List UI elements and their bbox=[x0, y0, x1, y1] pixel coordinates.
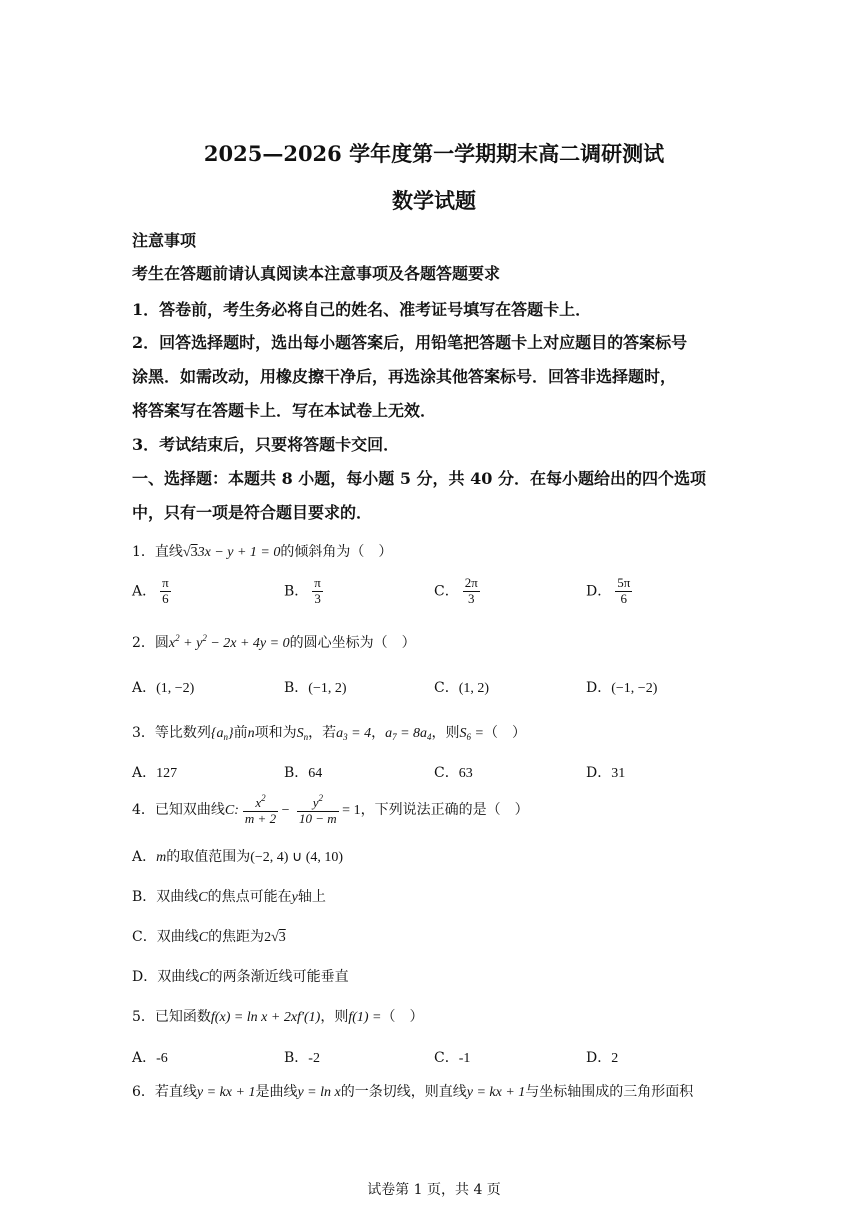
option-c[interactable] bbox=[434, 762, 473, 782]
question-text: 圆 bbox=[154, 635, 169, 651]
curve-equation: y = ln x bbox=[297, 1085, 341, 1100]
option-value: 63 bbox=[458, 766, 473, 781]
hyperbola-fraction-1: $\frac{x^2}{m + 2}$ bbox=[244, 793, 277, 826]
question-text: （ ） bbox=[381, 1009, 424, 1025]
line-equation: y = kx + 1 bbox=[196, 1085, 256, 1100]
question-text: 前 bbox=[233, 725, 248, 741]
section-heading-line-2: 中，只有一项是符合题目要求的． bbox=[132, 503, 373, 522]
option-value: (1, −2) bbox=[156, 681, 195, 696]
math-condition: $a_7 = 8a_4$ bbox=[385, 726, 432, 742]
option-label: B． bbox=[284, 765, 309, 781]
question-number: 1． bbox=[132, 544, 155, 560]
fraction-denominator: 6 bbox=[620, 590, 628, 606]
question-2 bbox=[132, 632, 416, 652]
notice-item-2-line-3: 将答案写在答题卡上．写在本试卷上无效． bbox=[132, 401, 437, 420]
fraction-numerator: 5π bbox=[617, 575, 631, 590]
option-text: C．双曲线 bbox=[132, 929, 199, 945]
sequence-symbol: $\{a_n\}$ bbox=[210, 726, 234, 742]
option-text: 的两条渐近线可能垂直 bbox=[208, 969, 349, 985]
math-var: C bbox=[198, 890, 208, 905]
question-text: 已知双曲线 bbox=[154, 801, 225, 818]
option-a[interactable] bbox=[132, 677, 194, 697]
notice-item-3: 3．考试结束后，只要将答题卡交回． bbox=[132, 435, 400, 454]
fraction-denominator: 3 bbox=[314, 590, 321, 606]
option-b[interactable] bbox=[132, 886, 326, 906]
fraction-numerator: π bbox=[314, 575, 321, 590]
math-var: $S_n$ bbox=[296, 726, 309, 742]
question-text: 若直线 bbox=[154, 1084, 197, 1100]
option-label: D． bbox=[586, 1050, 612, 1066]
option-a[interactable] bbox=[132, 846, 343, 866]
question-text: 的圆心坐标为（ ） bbox=[289, 635, 416, 651]
option-value: 2√3 bbox=[264, 930, 286, 945]
question-text: （ ） bbox=[484, 725, 526, 741]
option-text: 的取值范围为 bbox=[166, 849, 251, 865]
option-label: D． bbox=[586, 680, 612, 696]
option-value: (1, 2) bbox=[458, 681, 490, 696]
question-text: ，则 bbox=[320, 1009, 349, 1025]
question-text: 项和为 bbox=[254, 725, 297, 741]
option-value: -2 bbox=[308, 1051, 320, 1066]
option-label: B． bbox=[284, 583, 309, 600]
math-var: y bbox=[291, 890, 298, 905]
option-label: D． bbox=[586, 765, 612, 781]
option-label: A． bbox=[132, 1050, 157, 1066]
option-label: A． bbox=[132, 849, 157, 865]
option-value: (−1, 2) bbox=[308, 681, 347, 696]
math-var: m bbox=[156, 850, 167, 865]
option-d[interactable] bbox=[586, 762, 625, 782]
option-value: 31 bbox=[611, 766, 626, 781]
page-footer: 试卷第 1 页，共 4 页 bbox=[367, 1182, 501, 1198]
page-subtitle: 数学试题 bbox=[392, 188, 476, 213]
question-text: ，下列说法正确的是（ ） bbox=[360, 801, 529, 818]
question-text: ， bbox=[371, 725, 386, 741]
math-target: f(1) = bbox=[348, 1010, 382, 1025]
question-number: 5． bbox=[132, 1009, 155, 1025]
option-value: 127 bbox=[156, 766, 178, 781]
option-label: B． bbox=[284, 680, 309, 696]
page-title: 2025—2026 学年度第一学期期末高二调研测试 bbox=[203, 141, 665, 166]
question-number: 4． bbox=[132, 801, 155, 818]
notice-item-2-line-1: 2．回答选择题时，选出每小题答案后，用铅笔把答题卡上对应题目的答案标号 bbox=[132, 333, 688, 352]
option-text: 轴上 bbox=[297, 889, 326, 905]
question-text: ，若 bbox=[308, 725, 337, 741]
notice-item-2-line-2: 涂黑．如需改动，用橡皮擦干净后，再选涂其他答案标号．回答非选择题时， bbox=[132, 367, 677, 386]
sqrt-symbol: √3 bbox=[182, 545, 198, 560]
option-a[interactable] bbox=[132, 576, 171, 607]
option-label: A． bbox=[132, 583, 157, 600]
option-b[interactable] bbox=[284, 762, 322, 782]
question-text: 直线 bbox=[154, 544, 183, 560]
option-label: C． bbox=[434, 583, 459, 600]
question-3 bbox=[132, 722, 526, 742]
question-6 bbox=[132, 1081, 693, 1101]
option-label: D． bbox=[586, 583, 612, 600]
section-heading-line-1: 一、选择题：本题共 8 小题，每小题 5 分，共 40 分．在每小题给出的四个选项 bbox=[132, 469, 706, 488]
fraction-denominator: 6 bbox=[162, 590, 169, 606]
fraction-numerator: π bbox=[162, 575, 169, 590]
math-target: $S_6$ = bbox=[459, 726, 484, 742]
option-b[interactable] bbox=[284, 677, 347, 697]
option-a[interactable] bbox=[132, 762, 177, 782]
option-label: B． bbox=[284, 1050, 309, 1066]
question-text: 与坐标轴围成的三角形面积 bbox=[525, 1084, 694, 1100]
math-var: n bbox=[247, 726, 255, 741]
option-value: (−2, 4) ∪ (4, 10) bbox=[250, 850, 344, 865]
fraction-denominator: 3 bbox=[468, 590, 475, 606]
question-4: 4．已知双曲线C: $\frac{x^2}{m + 2}$ − $\frac{y^2}{10 - m}$ = 1，下列说法正确的是（ ） bbox=[132, 793, 529, 826]
question-text: 已知函数 bbox=[154, 1009, 211, 1025]
hyperbola-name: C: bbox=[224, 802, 239, 818]
line-equation: y = kx + 1 bbox=[466, 1085, 526, 1100]
math-var: C bbox=[198, 930, 209, 945]
question-number: 2． bbox=[132, 635, 155, 651]
question-5 bbox=[132, 1006, 424, 1026]
question-expression: $x^2 + y^2 - 2x + 4y = 0$ bbox=[168, 633, 290, 651]
math-var: C bbox=[199, 970, 209, 985]
option-label: C． bbox=[434, 765, 459, 781]
option-d[interactable] bbox=[586, 1047, 618, 1067]
option-d[interactable] bbox=[586, 576, 632, 607]
question-1 bbox=[132, 541, 392, 561]
option-a[interactable] bbox=[132, 1047, 168, 1067]
option-label: A． bbox=[132, 680, 157, 696]
option-c[interactable] bbox=[434, 1047, 470, 1067]
notice-heading: 注意事项 bbox=[132, 231, 197, 250]
option-label: C． bbox=[434, 1050, 459, 1066]
option-d[interactable] bbox=[132, 966, 349, 986]
option-label: C． bbox=[434, 680, 459, 696]
fraction-numerator: 2π bbox=[464, 575, 478, 590]
option-d[interactable] bbox=[586, 677, 657, 697]
option-c[interactable] bbox=[434, 576, 480, 607]
notice-intro: 考生在答题前请认真阅读本注意事项及各题答题要求 bbox=[132, 264, 501, 283]
option-c[interactable] bbox=[434, 677, 489, 697]
option-text: 的焦距为 bbox=[208, 929, 265, 945]
option-value: -1 bbox=[458, 1051, 471, 1066]
question-text: 是曲线 bbox=[255, 1084, 298, 1100]
question-text: 等比数列 bbox=[154, 725, 211, 741]
question-number: 6． bbox=[132, 1084, 155, 1100]
option-label: A． bbox=[132, 765, 157, 781]
question-expression: 3x − y + 1 = 0 bbox=[197, 545, 281, 560]
question-text: 的倾斜角为（ ） bbox=[280, 544, 393, 560]
question-number: 3． bbox=[132, 725, 155, 741]
notice-item-1: 1．答卷前，考生务必将自己的姓名、准考证号填写在答题卡上． bbox=[132, 300, 592, 319]
function-definition: f(x) = ln x + 2xf′(1) bbox=[210, 1010, 321, 1025]
option-text: B．双曲线 bbox=[132, 889, 199, 905]
option-text: D．双曲线 bbox=[132, 969, 200, 985]
math-condition: $a_3 = 4$ bbox=[336, 726, 372, 742]
option-value: -6 bbox=[156, 1051, 168, 1066]
question-text: ，则 bbox=[431, 725, 460, 741]
option-b[interactable] bbox=[284, 1047, 320, 1067]
hyperbola-fraction-2: $\frac{y^2}{10 - m}$ bbox=[299, 793, 337, 826]
option-value: (−1, −2) bbox=[611, 681, 658, 696]
option-value: 64 bbox=[308, 766, 323, 781]
option-value: 2 bbox=[611, 1051, 619, 1066]
option-c[interactable] bbox=[132, 926, 286, 946]
option-text: 的焦点可能在 bbox=[207, 889, 292, 905]
question-text: 的一条切线，则直线 bbox=[340, 1084, 467, 1100]
option-b[interactable] bbox=[284, 576, 323, 607]
